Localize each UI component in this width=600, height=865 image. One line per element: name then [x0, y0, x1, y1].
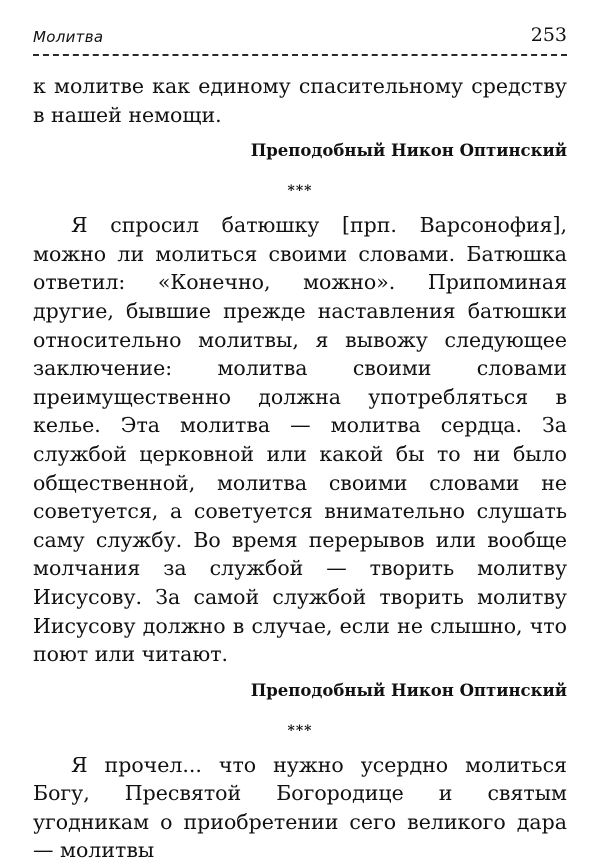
paragraph: Я прочел... что нужно усердно молиться Богу, Пресвятой Богородице и святым угодникам о приобретении сего великого дара — молитвы [33, 752, 567, 863]
chapter-title: Молитва [33, 28, 104, 46]
running-header [33, 24, 567, 56]
paragraph-continuation: к молитве как единому спасительному средству в нашей немощи. [33, 74, 567, 127]
page-number: 253 [530, 24, 567, 46]
paragraph: Я спросил батюшку [прп. Варсонофия], можно ли молиться своими словами. Батюшка ответил: «Конечно, можно». Припоминая другие, бывшие прежде наставления батюшки относительно молитвы, я вывожу следующее заключение: молитва своими словами преимущественно должна употребляться в келье. Эта молитва — молитва сердца. За службой церковной или какой бы то ни было общественной, молитва своими словами не советуется, а советуется внимательно слушать саму службу. Во время перерывов или вообще молчания за службой — творить молитву Иисусову. За самой службой творить молитву Иисусову должно в случае, если не слышно, что поют или читают. [33, 213, 567, 667]
section-divider: *** [287, 722, 313, 739]
book-page [33, 24, 567, 865]
author-attribution: Преподобный Никон Оптинский [250, 680, 567, 700]
author-attribution: Преподобный Никон Оптинский [250, 141, 567, 161]
page-body [33, 72, 567, 865]
section-divider: *** [287, 183, 313, 200]
